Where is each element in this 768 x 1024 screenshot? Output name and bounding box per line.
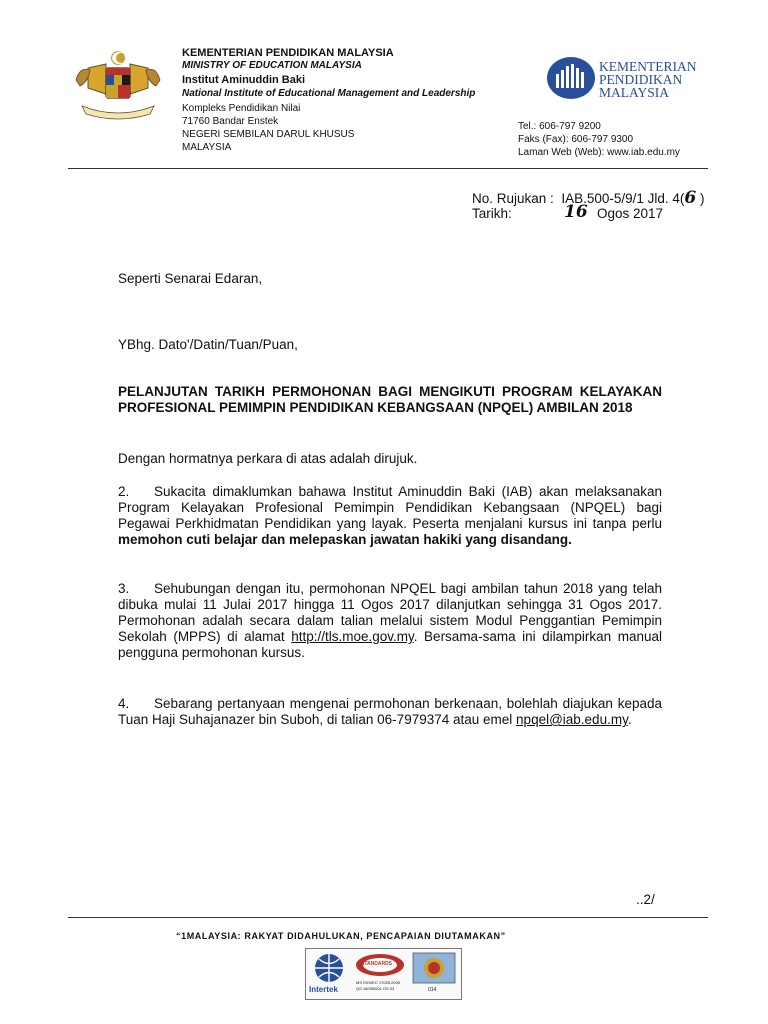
contact-fax: Faks (Fax): 606-797 9300: [518, 134, 634, 145]
recipient-line: Seperti Senarai Edaran,: [118, 271, 263, 286]
certification-badges: [305, 948, 462, 1000]
institute-name: Institut Aminuddin Baki: [182, 74, 306, 86]
malaysia-coat-of-arms-icon: [68, 46, 168, 122]
footer-divider: [68, 917, 708, 918]
cert-code-3: 014: [428, 987, 437, 993]
opening-line: Dengan hormatnya perkara di atas adalah dirujuk.: [118, 451, 418, 466]
kpm-logo-text-3: MALAYSIA: [599, 85, 670, 100]
intertek-label: Intertek: [309, 985, 338, 994]
institute-english-name: National Institute of Educational Management and Leadership: [182, 88, 476, 99]
paragraph-2: [118, 484, 662, 548]
cert-code-1: MS ISO/IEC 17025:2005: [356, 980, 401, 985]
kpm-logo-text-1: KEMENTERIAN: [599, 59, 697, 74]
contact-web: Laman Web (Web): www.iab.edu.my: [518, 147, 680, 158]
reference-handwritten-number: 6: [684, 188, 697, 208]
date-line: [472, 202, 664, 222]
paragraph-4-text: Sebarang pertanyaan mengenai permohonan berkenaan, bolehlah diajukan kepada Tuan Haji Suhajanazer bin Suboh, di talian 06-7979374 atau emel: [118, 696, 662, 727]
email-link[interactable]: npqel@iab.edu.my: [516, 712, 628, 727]
paragraph-3-text-2: . Bersama-sama ini dilampirkan manual pengguna permohonan kursus.: [118, 629, 662, 660]
salutation-line: YBhg. Dato'/Datin/Tuan/Puan,: [118, 337, 298, 352]
date-handwritten-day: 16: [564, 202, 588, 222]
reference-value: IAB.500-5/9/1 Jld. 4(: [561, 191, 685, 206]
page-continuation-marker: ..2/: [636, 892, 655, 907]
kpm-logo-icon: [546, 56, 596, 100]
contact-tel: Tel.: 606-797 9200: [518, 121, 601, 132]
motto-text: “1MALAYSIA: RAKYAT DIDAHULUKAN, PENCAPAIAN DIUTAMAKAN”: [176, 931, 506, 941]
address-line-3: NEGERI SEMBILAN DARUL KHUSUS: [182, 129, 355, 140]
address-line-4: MALAYSIA: [182, 142, 232, 153]
address-line-2: 71760 Bandar Enstek: [182, 116, 279, 127]
standards-seal-label: STANDARDS: [361, 961, 393, 967]
reference-close: ): [700, 191, 705, 206]
letter-title: PELANJUTAN TARIKH PERMOHONAN BAGI MENGIKUTI PROGRAM KELAYAKAN PROFESIONAL PEMIMPIN PENDIDIKAN KEBANGSAAN (NPQEL) AMBILAN 2018: [118, 384, 662, 415]
header-divider: [68, 168, 708, 169]
paragraph-3-number: 3.: [118, 581, 130, 596]
mpps-url-link[interactable]: http://tls.moe.gov.my: [291, 629, 414, 644]
kpm-logo-text-2: PENDIDIKAN: [599, 72, 683, 87]
reference-line: [472, 190, 705, 207]
paragraph-2-text: Sukacita dimaklumkan bahawa Institut Aminuddin Baki (IAB) akan melaksanakan Program Kelayakan Profesional Pemimpin Pendidikan Kebangsaan (NPQEL) bagi Pegawai Perkhidmatan Pendidikan yang layak. Peserta menjalani kursus ini tanpa perlu: [118, 484, 662, 531]
globe-certification-icon: [310, 952, 348, 984]
paragraph-3: [118, 581, 662, 661]
date-label: Tarikh:: [472, 206, 512, 221]
paragraph-4: [118, 696, 662, 728]
ministry-english-name: MINISTRY OF EDUCATION MALAYSIA: [182, 60, 362, 71]
paragraph-3-text: Sehubungan dengan itu, permohonan NPQEL bagi ambilan tahun 2018 yang telah dibuka mulai 11 Julai 2017 hingga 11 Ogos 2017 dilanjutkan sehingga 31 Ogos 2017. Permohonan adalah secara dalam talian melalui sistem Modul Penggantian Pemimpin Sekolah (MPPS) di alamat: [118, 581, 662, 644]
paragraph-2-bold-text: memohon cuti belajar dan melepaskan jawatan hakiki yang disandang.: [118, 532, 572, 547]
cert-code-2: QS 16093/001 OS 03: [356, 986, 395, 991]
date-value: Ogos 2017: [597, 206, 664, 221]
address-line-1: Kompleks Pendidikan Nilai: [182, 103, 301, 114]
paragraph-4-number: 4.: [118, 696, 130, 711]
accreditation-mark-icon: [412, 952, 456, 984]
ministry-malay-name: KEMENTERIAN PENDIDIKAN MALAYSIA: [182, 47, 394, 59]
reference-label: No. Rujukan :: [472, 191, 554, 206]
paragraph-2-number: 2.: [118, 484, 130, 499]
paragraph-4-end: .: [627, 712, 632, 727]
